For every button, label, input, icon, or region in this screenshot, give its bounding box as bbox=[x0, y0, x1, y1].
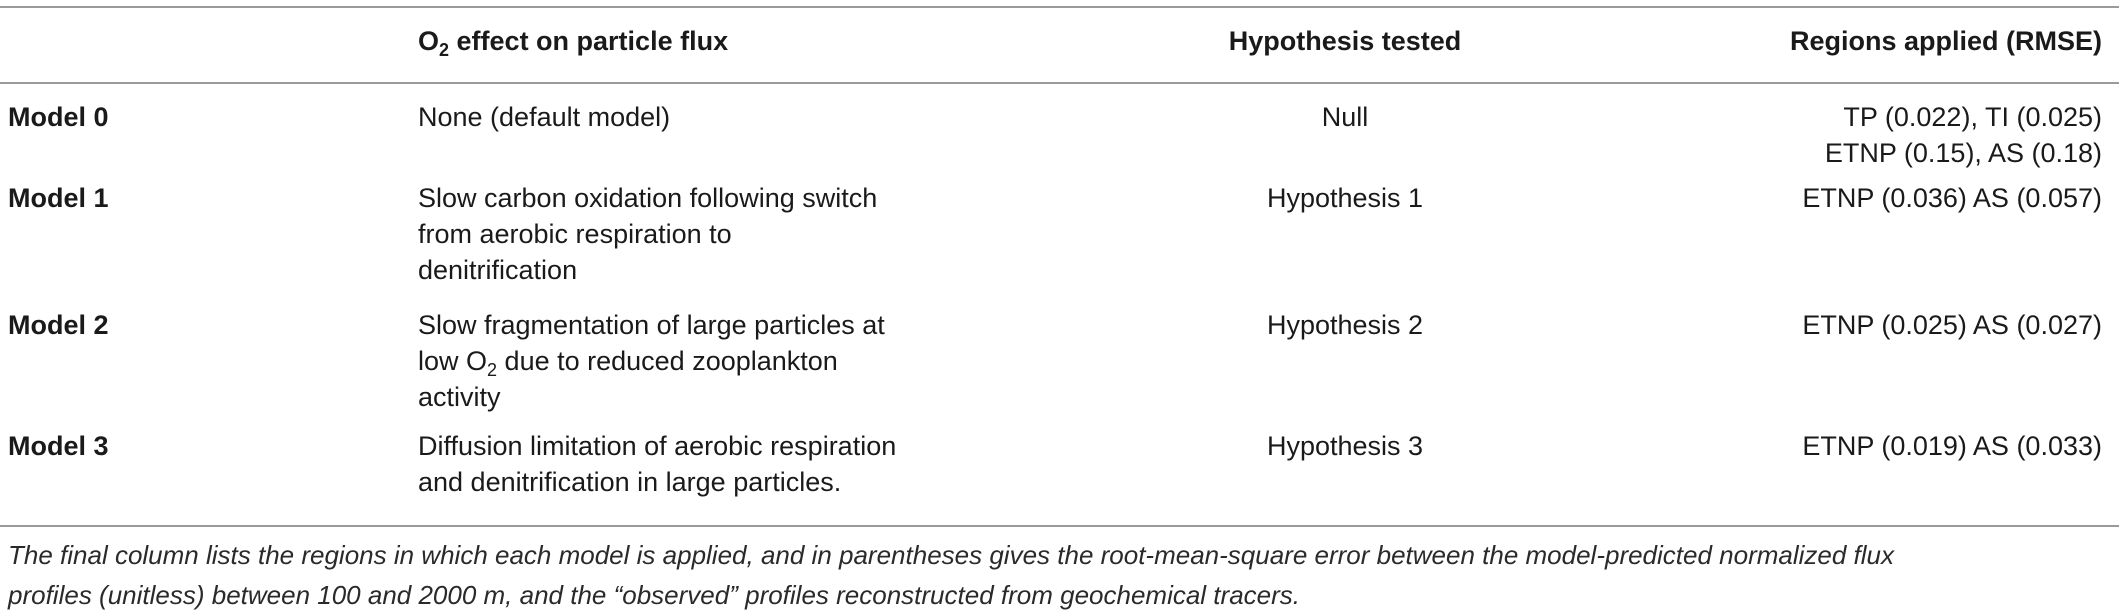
row-model-2-label: Model 2 bbox=[8, 310, 109, 340]
header-hypothesis: Hypothesis tested bbox=[1228, 26, 1462, 56]
table-header-rule bbox=[0, 82, 2119, 84]
row-model-3-effect-line1: Diffusion limitation of aerobic respiration bbox=[418, 431, 897, 461]
row-model-2-effect-line1: Slow fragmentation of large particles at bbox=[418, 310, 885, 340]
row-model-1-label: Model 1 bbox=[8, 183, 109, 213]
row-model-0-label: Model 0 bbox=[8, 102, 109, 132]
row-model-3-hypothesis: Hypothesis 3 bbox=[1266, 431, 1424, 461]
row-model-1-effect-line3: denitrification bbox=[418, 255, 578, 285]
header-o2-effect bbox=[418, 21, 728, 61]
row-model-3-regions: ETNP (0.019) AS (0.033) bbox=[1802, 431, 2102, 461]
row-model-2-o2-letter: low O bbox=[418, 346, 488, 376]
row-model-3-label: Model 3 bbox=[8, 431, 109, 461]
caption-line-1: The final column lists the regions in which each model is applied, and in parentheses gives the root-mean-square error between the model-predicted normalized flux bbox=[8, 540, 1895, 570]
row-model-2-effect-line2-text: due to reduced zooplankton bbox=[497, 346, 838, 376]
row-model-1-effect-line1: Slow carbon oxidation following switch bbox=[418, 183, 878, 213]
header-regions: Regions applied (RMSE) bbox=[1789, 26, 2102, 56]
table-bottom-rule bbox=[0, 525, 2119, 527]
row-model-0-hypothesis: Null bbox=[1321, 102, 1369, 132]
header-o2-letter: O bbox=[418, 26, 440, 56]
table-caption bbox=[8, 535, 2108, 615]
row-model-2-hypothesis: Hypothesis 2 bbox=[1266, 310, 1424, 340]
row-model-1-hypothesis: Hypothesis 1 bbox=[1266, 183, 1424, 213]
caption-line-2: profiles (unitless) between 100 and 2000 m, and the “observed” profiles reconstructed from geochemical tracers. bbox=[8, 580, 1300, 610]
row-model-0-effect: None (default model) bbox=[418, 102, 671, 132]
row-model-1-effect-line2: from aerobic respiration to bbox=[418, 219, 732, 249]
header-effect-text: effect on particle flux bbox=[449, 26, 729, 56]
row-model-0-regions-line1: TP (0.022), TI (0.025) bbox=[1843, 102, 2102, 132]
row-model-2-regions: ETNP (0.025) AS (0.027) bbox=[1802, 310, 2102, 340]
row-model-2-o2-subscript: 2 bbox=[487, 360, 498, 380]
row-model-2-effect-line2 bbox=[418, 341, 838, 381]
header-o2-subscript: 2 bbox=[439, 40, 450, 60]
row-model-3-effect-line2: and denitrification in large particles. bbox=[418, 467, 842, 497]
row-model-0-regions-line2: ETNP (0.15), AS (0.18) bbox=[1824, 138, 2102, 168]
table-top-rule bbox=[0, 6, 2119, 8]
row-model-2-effect-line3: activity bbox=[418, 382, 501, 412]
row-model-1-regions: ETNP (0.036) AS (0.057) bbox=[1802, 183, 2102, 213]
